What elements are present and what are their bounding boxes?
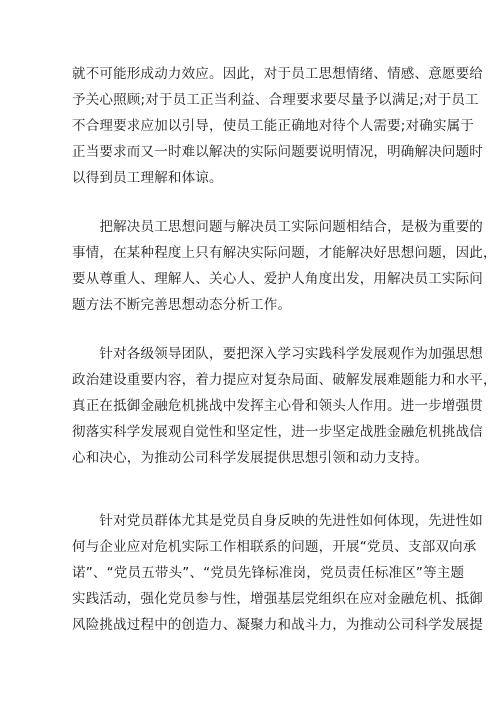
text-line: 诺”、“党员五带头”、“党员先锋标准岗，党员责任标准区”等主题 [72, 565, 465, 581]
text-line: 针对各级领导团队，要把深入学习实践科学发展观作为加强思想 [72, 346, 483, 362]
text-line: 实践活动，强化党员参与性，增强基层党组织在应对金融危机、抵御 [72, 591, 483, 607]
text-line: 政治建设重要内容，着力提应对复杂局面、破解发展难题能力和水平， [72, 372, 497, 388]
text-line: 事情，在某种程度上只有解决实际问题，才能解决好思想问题，因此， [72, 245, 497, 261]
text-line: 针对党员群体尤其是党员自身反映的先进性如何体现，先进性如 [72, 513, 483, 529]
text-line: 予关心照顾;对于员工正当利益、合理要求要尽量予以满足;对于员工 [72, 92, 479, 108]
text-line: 把解决员工思想问题与解决员工实际问题相结合，是极为重要的 [72, 219, 483, 235]
text-line: 就不可能形成动力效应。因此，对于员工思想情绪、情感、意愿要给 [72, 66, 483, 82]
text-line: 以得到员工理解和体谅。 [72, 170, 223, 186]
paragraph-3 [72, 341, 497, 471]
text-line: 彻落实科学发展观自觉性和坚定性，进一步坚定战胜金融危机挑战信 [72, 424, 483, 440]
paragraph-2 [72, 214, 497, 318]
text-line: 心和决心，为推动公司科学发展提供思想引领和动力支持。 [72, 450, 429, 466]
paragraph-1 [72, 61, 483, 191]
text-line: 要从尊重人、理解人、关心人、爱护人角度出发，用解决员工实际问 [72, 271, 483, 287]
text-line: 题方法不断完善思想动态分析工作。 [72, 297, 292, 313]
text-line: 风险挑战过程中的创造力、凝聚力和战斗力，为推动公司科学发展提 [72, 617, 483, 633]
text-line: 何与企业应对危机实际工作相联系的问题，开展“党员、支部双向承 [72, 539, 477, 555]
text-line: 真正在抵御金融危机挑战中发挥主心骨和领头人作用。进一步增强贯 [72, 398, 483, 414]
text-line: 正当要求而又一时难以解决的实际问题要说明情况，明确解决问题时 [72, 144, 483, 160]
paragraph-4 [72, 508, 483, 638]
text-line: 不合理要求应加以引导，使员工能正确地对待个人需要;对确实属于 [72, 118, 475, 134]
